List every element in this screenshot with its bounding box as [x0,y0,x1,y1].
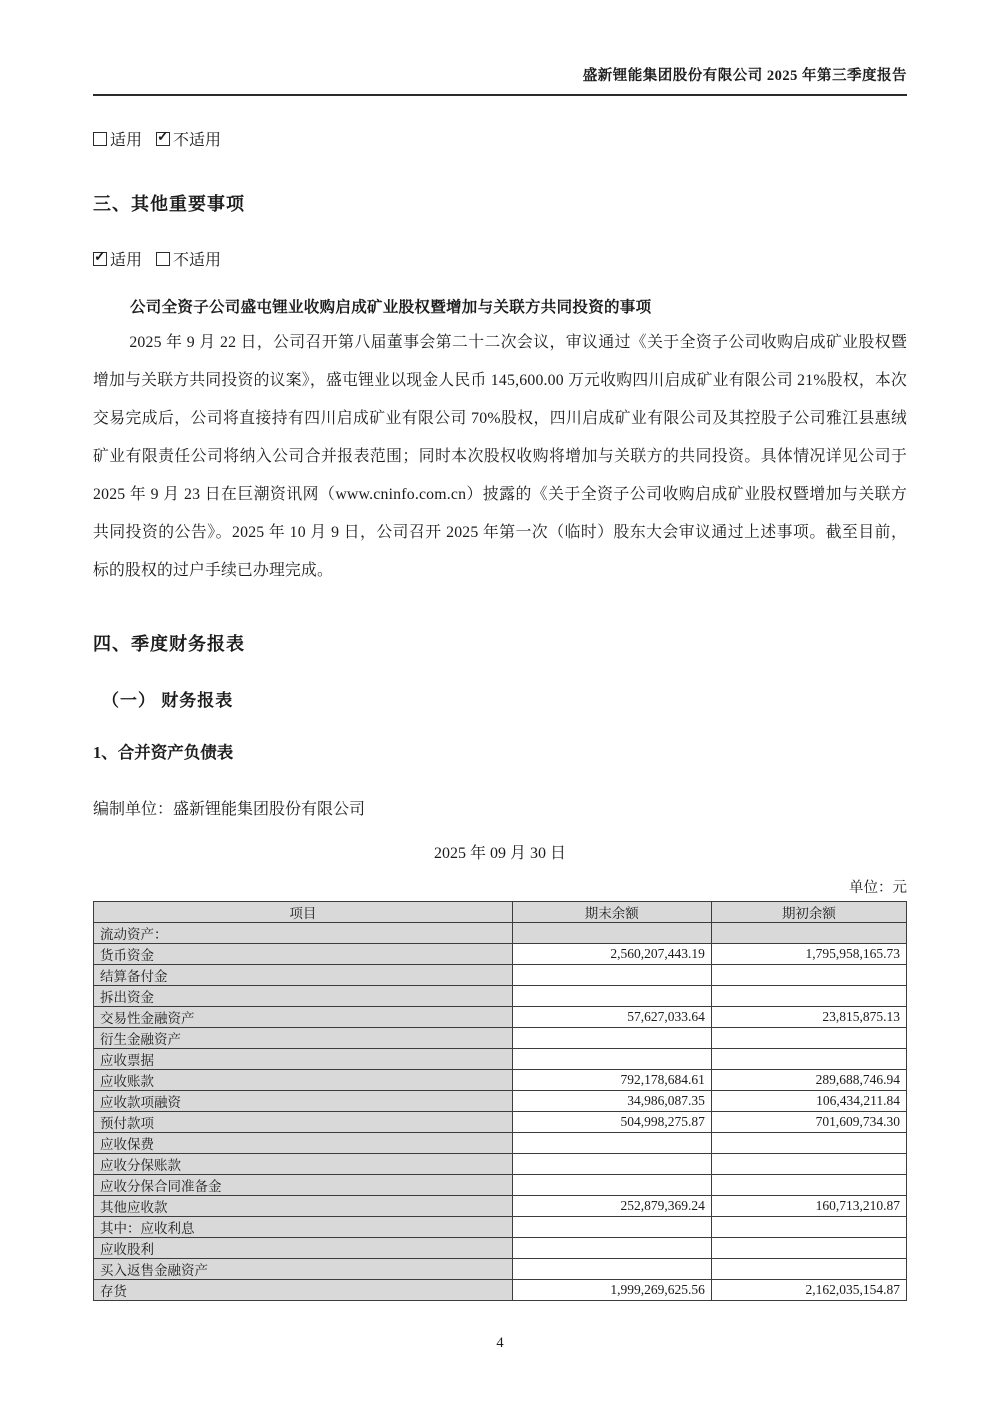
end-balance-cell: 34,986,087.35 [512,1091,711,1112]
begin-balance-cell [711,1175,906,1196]
table-row [94,923,907,944]
applicability-option [93,252,142,269]
balance-sheet-header [94,902,907,923]
begin-balance-cell: 2,162,035,154.87 [711,1280,906,1301]
prepared-by-line: 编制单位：盛新锂能集团股份有限公司 [93,801,366,818]
table-row [94,1133,907,1154]
begin-balance-cell: 23,815,875.13 [711,1007,906,1028]
end-balance-cell [512,1259,711,1280]
row-label-cell: 存货 [94,1280,513,1301]
end-balance-cell [512,1049,711,1070]
checkbox-label: 适用 [110,252,143,269]
table-row [94,1217,907,1238]
row-label-cell: 应收账款 [94,1070,513,1091]
table-row [94,1259,907,1280]
table-row [94,1238,907,1259]
end-balance-cell [512,986,711,1007]
event-subheading: 公司全资子公司盛屯锂业收购启成矿业股权暨增加与关联方共同投资的事项 [130,299,652,316]
table-row [94,1070,907,1091]
applicability-option [93,132,142,149]
begin-balance-cell [711,1049,906,1070]
begin-balance-cell [711,1154,906,1175]
begin-balance-cell [711,1217,906,1238]
table-row [94,965,907,986]
begin-balance-cell [711,1238,906,1259]
row-label-cell: 流动资产： [94,923,513,944]
row-label-cell: 预付款项 [94,1112,513,1133]
row-label-cell: 结算备付金 [94,965,513,986]
section4-sub2-heading: 1、合并资产负债表 [93,743,234,762]
begin-balance-cell: 701,609,734.30 [711,1112,906,1133]
applicability-row-top [93,127,907,150]
table-row [94,944,907,965]
table-row [94,1028,907,1049]
table-row [94,1112,907,1133]
checked-checkbox-icon [156,132,170,146]
end-balance-cell [512,965,711,986]
end-balance-cell: 57,627,033.64 [512,1007,711,1028]
end-balance-cell: 2,560,207,443.19 [512,944,711,965]
table-row [94,1280,907,1301]
end-balance-cell [512,1217,711,1238]
table-row [94,1196,907,1217]
end-balance-cell [512,1133,711,1154]
begin-balance-cell: 1,795,958,165.73 [711,944,906,965]
section3-heading: 三、其他重要事项 [93,194,245,214]
end-balance-cell [512,1154,711,1175]
page-header [93,64,907,96]
unchecked-checkbox-icon [156,252,170,266]
report-title: 盛新锂能集团股份有限公司 2025 年第三季度报告 [582,68,907,84]
checkbox-label: 不适用 [173,252,222,269]
row-label-cell: 拆出资金 [94,986,513,1007]
section4-sub1-heading: （一） 财务报表 [102,691,234,710]
end-balance-cell [512,1028,711,1049]
table-row [94,1007,907,1028]
begin-balance-cell: 160,713,210.87 [711,1196,906,1217]
balance-sheet-body [94,923,907,1301]
row-label-cell: 买入返售金融资产 [94,1259,513,1280]
row-label-cell: 应收保费 [94,1133,513,1154]
balance-sheet-table [93,901,907,1301]
column-header: 期初余额 [711,902,906,923]
end-balance-cell: 504,998,275.87 [512,1112,711,1133]
row-label-cell: 衍生金融资产 [94,1028,513,1049]
row-label-cell: 交易性金融资产 [94,1007,513,1028]
end-balance-cell: 252,879,369.24 [512,1196,711,1217]
applicability-row-section3 [93,247,907,270]
checkbox-label: 不适用 [173,132,222,149]
begin-balance-cell: 106,434,211.84 [711,1091,906,1112]
row-label-cell: 应收票据 [94,1049,513,1070]
begin-balance-cell [711,986,906,1007]
table-row [94,986,907,1007]
section4-heading: 四、季度财务报表 [93,634,245,654]
table-row [94,1049,907,1070]
event-paragraph: 2025 年 9 月 22 日，公司召开第八届董事会第二十二次会议，审议通过《关于全资子公司收购启成矿业股权暨增加与关联方共同投资的议案》，盛屯锂业以现金人民币 145,600.00 万元收购四川启成矿业有限公司 21%股权，本次交易完成后，公司将直接持有四川启成矿业有限公司 70%股权，四川启成矿业有限公司及其控股子公司雅江县惠绒矿业有限责任公司将纳入公司合并报表范围；同时本次股权收购将增加与关联方的共同投资。具体情况详见公司于 2025 年 9 月 23 日在巨潮资讯网（www.cninfo.com.cn）披露的《关于全资子公司收购启成矿业股权暨增加与关联方共同投资的公告》。2025 年 10 月 9 日，公司召开 2025 年第一次（临时）股东大会审议通过上述事项。截至目前，标的股权的过户手续已办理完成。 [93,334,907,579]
row-label-cell: 应收分保合同准备金 [94,1175,513,1196]
begin-balance-cell [711,1133,906,1154]
column-header: 项目 [94,902,513,923]
checked-checkbox-icon [93,252,107,266]
page-number: 4 [496,1335,504,1351]
end-balance-cell: 792,178,684.61 [512,1070,711,1091]
row-label-cell: 其他应收款 [94,1196,513,1217]
table-row [94,1154,907,1175]
begin-balance-cell [711,965,906,986]
row-label-cell: 应收款项融资 [94,1091,513,1112]
unchecked-checkbox-icon [93,132,107,146]
end-balance-cell: 1,999,269,625.56 [512,1280,711,1301]
begin-balance-cell [711,1259,906,1280]
row-label-cell: 应收股利 [94,1238,513,1259]
end-balance-cell [512,1175,711,1196]
begin-balance-cell [711,1028,906,1049]
begin-balance-cell: 289,688,746.94 [711,1070,906,1091]
row-label-cell: 货币资金 [94,944,513,965]
column-header: 期末余额 [512,902,711,923]
unit-label: 单位：元 [849,880,907,896]
table-header-row [94,902,907,923]
row-label-cell: 其中：应收利息 [94,1217,513,1238]
checkbox-label: 适用 [110,132,143,149]
applicability-option [156,252,221,269]
statement-date: 2025 年 09 月 30 日 [433,845,566,862]
begin-balance-cell [711,923,906,944]
applicability-option [156,132,221,149]
table-row [94,1091,907,1112]
table-row [94,1175,907,1196]
row-label-cell: 应收分保账款 [94,1154,513,1175]
end-balance-cell [512,923,711,944]
end-balance-cell [512,1238,711,1259]
